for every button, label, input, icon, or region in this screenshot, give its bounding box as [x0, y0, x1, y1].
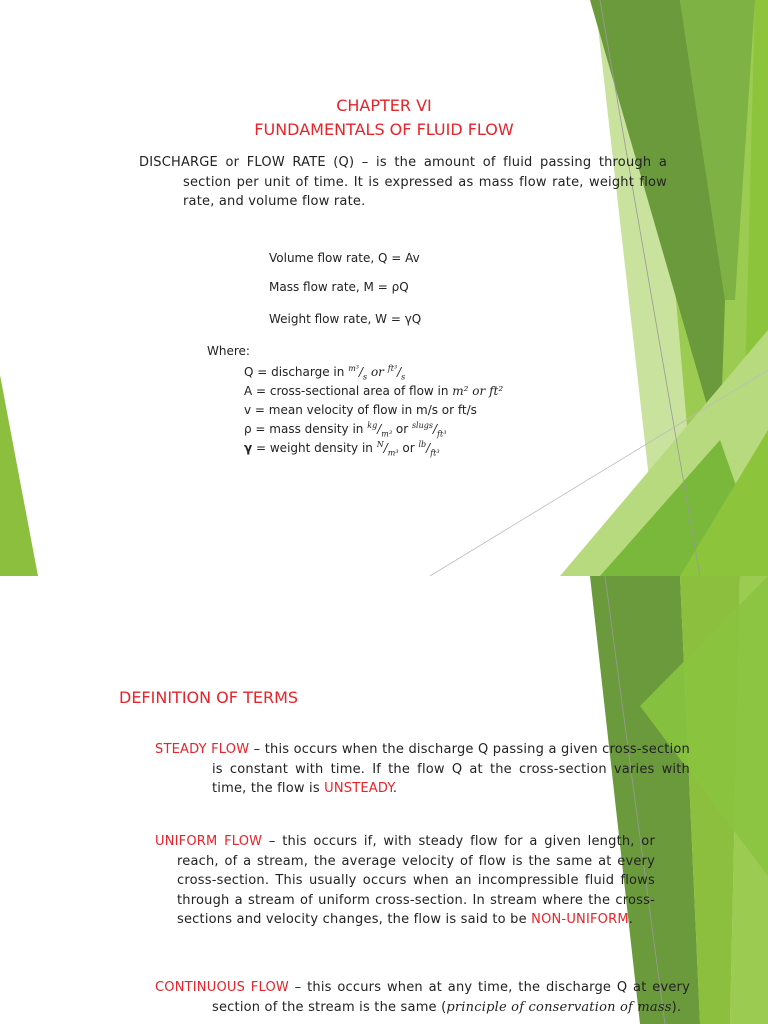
- continuous-flow-definition: CONTINUOUS FLOW – this occurs when at any time, the discharge Q at every section of the stream is the same (principle of conservation of mass).: [155, 980, 690, 1015]
- chapter-label: CHAPTER VI: [336, 96, 432, 115]
- section-heading: DEFINITION OF TERMS: [119, 688, 299, 707]
- uniform-flow-definition: UNIFORM FLOW – this occurs if, with steady flow for a given length, or reach, of a stream, the average velocity of flow is the same at every cross-section. This usually occurs when an incompressible fluid flows through a stream of uniform cross-section. In stream where the cross-sections and velocity changes, the flow is said to be NON-UNIFORM.: [155, 834, 655, 927]
- list-item: Q = discharge in $^{m^3}/_s$ or $^{ft^3}/_s$: [244, 364, 406, 382]
- where-label: Where:: [207, 344, 250, 358]
- steady-flow-definition: STEADY FLOW – this occurs when the discharge Q passing a given cross-section is constant with time. If the flow Q at the cross-section varies with time, the flow is UNSTEADY.: [155, 742, 690, 796]
- left-green-triangle: [0, 375, 38, 576]
- variable-list: [244, 363, 503, 458]
- slide-2: [0, 576, 768, 1024]
- formula-mass: Mass flow rate, M = ρQ: [269, 280, 409, 294]
- list-item: v = mean velocity of flow in m/s or ft/s: [244, 403, 477, 417]
- formula-volume: Volume flow rate, Q = Av: [269, 251, 420, 265]
- list-item: A = cross-sectional area of flow in m² or ft²: [244, 384, 504, 398]
- list-item: γ = weight density in $^N/_{m^3}$ or $^{lb}/_{ft^3}$: [244, 440, 440, 458]
- list-item: ρ = mass density in $^{kg}/_{m^3}$ or $^{slugs}/_{ft^3}$: [244, 421, 447, 439]
- green-decoration: [0, 576, 768, 1024]
- page-title: FUNDAMENTALS OF FLUID FLOW: [254, 120, 514, 139]
- formula-weight: Weight flow rate, W = γQ: [269, 312, 422, 326]
- discharge-definition: DISCHARGE or FLOW RATE (Q) – is the amount of fluid passing through a section per unit of time. It is expressed as mass flow rate, weight flow rate, and volume flow rate.: [139, 155, 667, 209]
